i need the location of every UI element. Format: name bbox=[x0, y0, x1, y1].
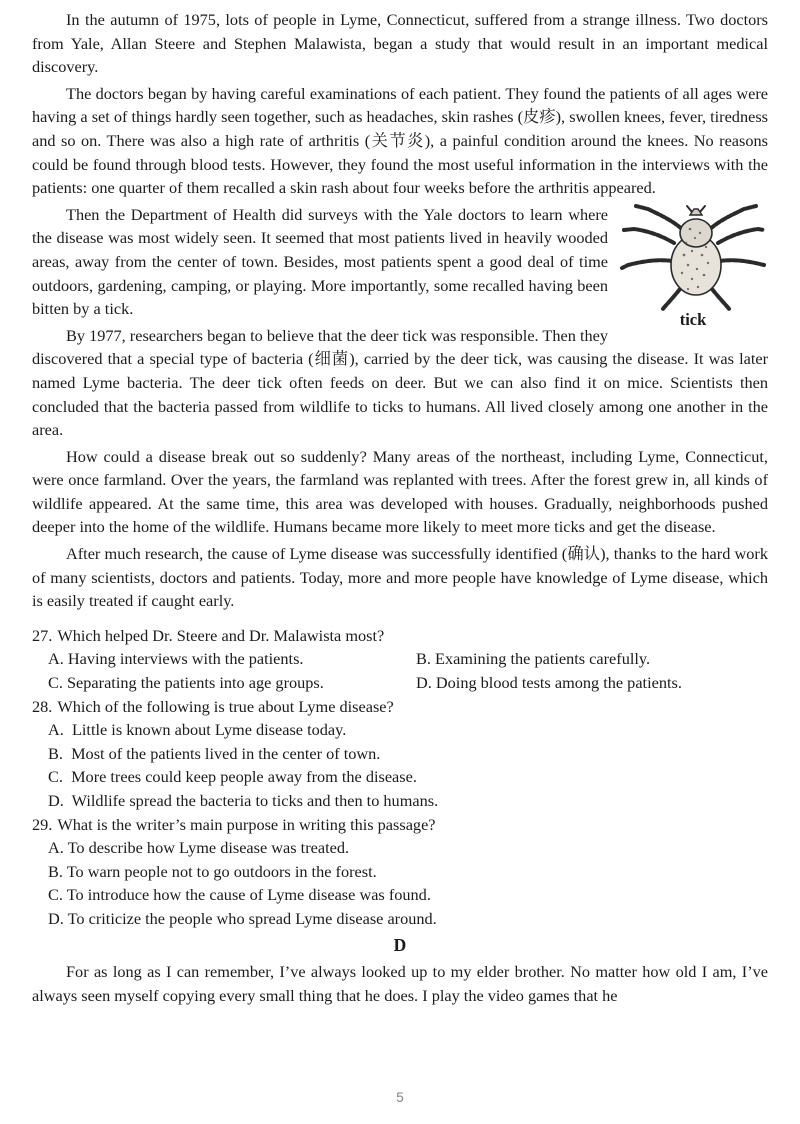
section-d-heading: D bbox=[393, 934, 407, 955]
passage-paragraph-3-block bbox=[32, 203, 768, 329]
passage-paragraph-4: By 1977, researchers began to believe that the deer tick was responsible. Then they discovered that a special type of bacteria (细菌), carried by the deer tick, was causing the disease. It was later named Lyme bacteria. The deer tick often feeds on deer. But we can also find it on mice. Scientists then concluded that the bacteria passed from wildlife to ticks to humans. All lived closely among one another in the area. bbox=[32, 325, 768, 440]
question-27-line bbox=[32, 624, 768, 648]
question-text: What is the writer’s main purpose in writing this passage? bbox=[57, 814, 436, 834]
tick-caption: tick bbox=[679, 309, 707, 329]
questions-section bbox=[32, 624, 768, 931]
question-27-options bbox=[32, 647, 768, 694]
question-29-options bbox=[32, 836, 768, 930]
option-28-d: D. Wildlife spread the bacteria to ticks and then to humans. bbox=[48, 791, 439, 810]
option-27-c: C. Separating the patients into age groups. bbox=[48, 673, 324, 693]
passage-paragraph-5: How could a disease break out so suddenly? Many areas of the northeast, including Lyme, Connecticut, were once farmland. Over the years, the farmland was replanted with trees. After the forest grew in, all kinds of wildlife appeared. At the same time, this area was developed with houses. Gradually, neighborhoods pushed deeper into the home of the wildlife. Humans became more likely to meet more ticks and get the disease. bbox=[32, 446, 768, 537]
passage-paragraph-6: After much research, the cause of Lyme disease was successfully identified (确认), thanks to the hard work of many scientists, doctors and patients. Today, more and more people have knowledge of Lyme disease, which is easily treated if caught early. bbox=[32, 544, 768, 611]
question-29-line bbox=[32, 813, 768, 837]
option-28-c: C. More trees could keep people away from the disease. bbox=[48, 767, 417, 787]
question-text: Which helped Dr. Steere and Dr. Malawista most? bbox=[57, 625, 385, 645]
question-27 bbox=[32, 624, 768, 695]
option-29-b: B. To warn people not to go outdoors in the forest. bbox=[48, 861, 377, 881]
question-28-options bbox=[32, 718, 768, 812]
option-29-a: A. To describe how Lyme disease was treated. bbox=[48, 838, 350, 858]
passage-paragraph-1: In the autumn of 1975, lots of people in Lyme, Connecticut, suffered from a strange illness. Two doctors from Yale, Allan Steere and Stephen Malawista, began a study that would result in an important medical discovery. bbox=[32, 10, 768, 77]
question-number: 29. bbox=[32, 814, 53, 834]
option-29-d: D. To criticize the people who spread Lyme disease around. bbox=[48, 908, 437, 928]
option-29-c: C. To introduce how the cause of Lyme disease was found. bbox=[48, 885, 431, 905]
option-27-d: D. Doing blood tests among the patients. bbox=[416, 673, 682, 693]
question-text: Which of the following is true about Lyme disease? bbox=[57, 696, 394, 716]
passage-paragraph-2: The doctors began by having careful examinations of each patient. They found the patients of all ages were having a set of things hardly seen together, such as headaches, skin rashes (皮疹), swollen knees, fever, tiredness and so on. There was also a high rate of arthritis (关节炎), a painful condition around the knees. No reasons could be found through blood tests. However, they found the most useful information in the interviews with the patients: one quarter of them recalled a skin rash about four weeks before the arthritis appeared. bbox=[32, 83, 768, 198]
tick-figure bbox=[618, 203, 768, 329]
option-27-a: A. Having interviews with the patients. bbox=[48, 649, 304, 669]
question-28 bbox=[32, 695, 768, 813]
passage-d-paragraph-1: For as long as I can remember, I’ve always looked up to my elder brother. No matter how old I am, I’ve always seen myself copying every small thing that he does. I play the video games that he bbox=[32, 962, 768, 1005]
option-28-a: A. Little is known about Lyme disease today. bbox=[48, 720, 347, 740]
question-number: 27. bbox=[32, 625, 53, 645]
question-29 bbox=[32, 813, 768, 931]
question-number: 28. bbox=[32, 696, 53, 716]
option-28-b: B. Most of the patients lived in the center of town. bbox=[48, 743, 381, 763]
option-27-b: B. Examining the patients carefully. bbox=[416, 649, 651, 669]
tick-image bbox=[618, 203, 768, 313]
passage-paragraph-3: Then the Department of Health did surveys with the Yale doctors to learn where the disease was most widely seen. It seemed that most patients lived in heavily wooded areas, away from the center of town. Besides, most patients spent a good deal of time outdoors, gardening, camping, or playing. More importantly, some recalled having been bitten by a tick. bbox=[32, 204, 608, 319]
page-number: 5 bbox=[396, 1090, 404, 1106]
question-28-line bbox=[32, 695, 768, 719]
